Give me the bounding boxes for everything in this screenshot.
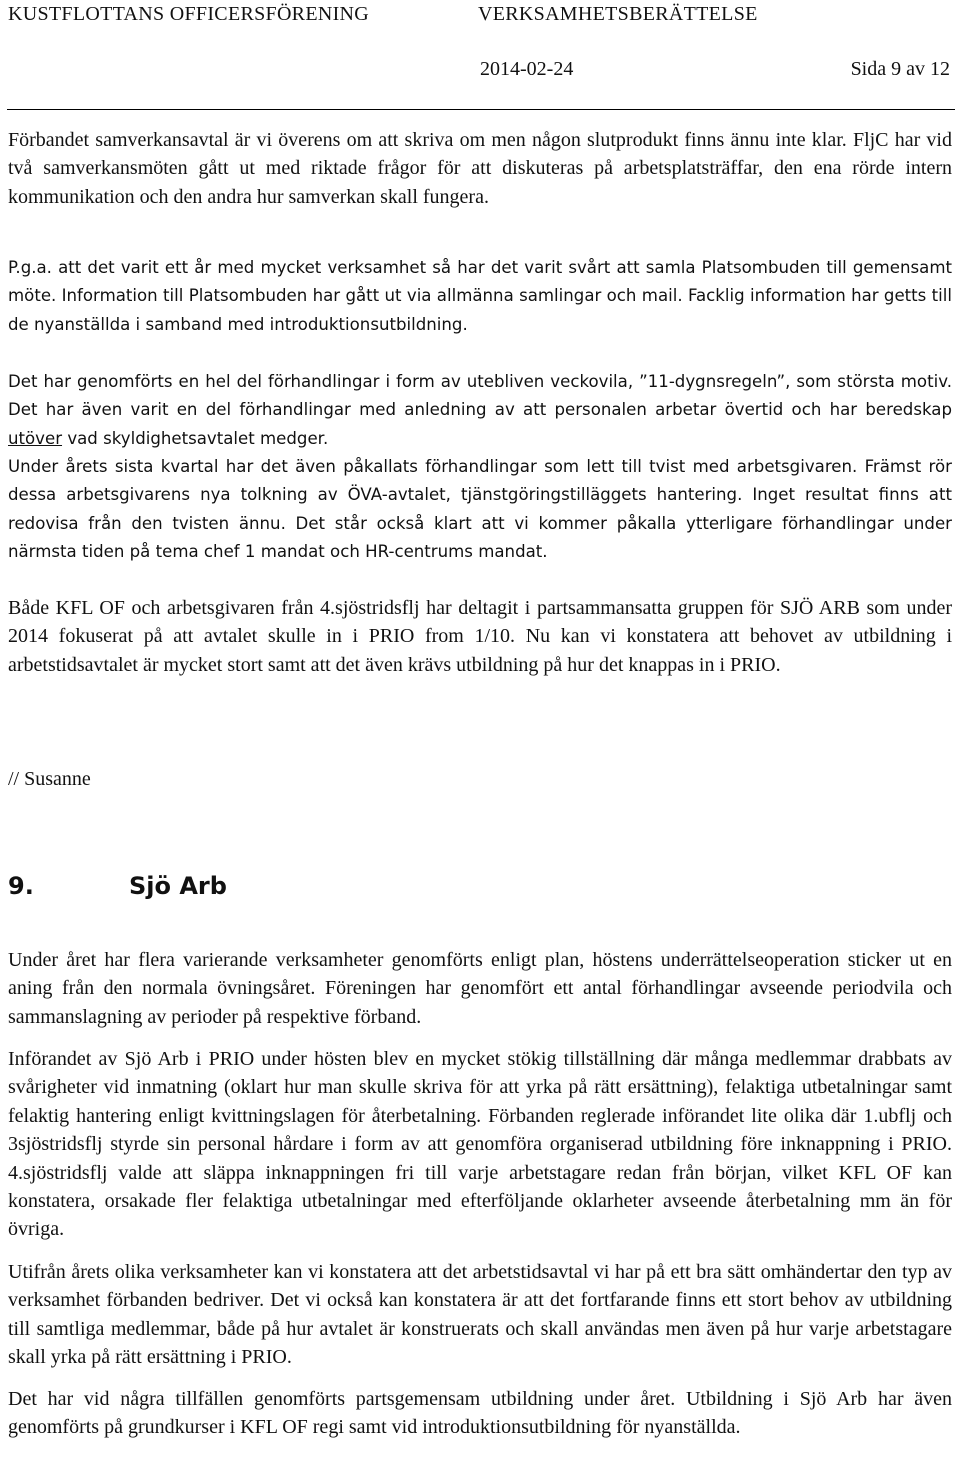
paragraph-prio-inforande: Införandet av Sjö Arb i PRIO under hösten blev en mycket stökig tillställning där många medlemmar drabbats av svårigheter vid inmatning (oklart hur man skulle skriva för att yrka på rätt ersättning), felaktiga utbetalningar samt felaktig hantering enligt kvittningslagen för återbetalning. Förbanden reglerade införandet lite olika där 1.ubflj och 3sjöstridsflj styrde sin personal hårdare i form av att genomföra organiserad utbildning före inknappning i PRIO. 4.sjöstridsflj valde att släppa inknappningen fri till varje arbetstagare redan från början, vilket KFL OF kan konstatera, orsakade fler felaktiga utbetalningar med efterföljande oklarheter avseende återbetalning mm än för övriga. xyxy=(8,1048,952,1241)
page-header-bottom xyxy=(8,58,952,84)
section-title: Sjö Arb xyxy=(129,872,227,900)
paragraph-platsombud: P.g.a. att det varit ett år med mycket verksamhet så har det varit svårt att samla Platsombuden till gemensamt möte. Information till Platsombuden har gått ut via allmänna samlingar och mail. Facklig information har getts till de nyanställda i samband med introduktionsutbildning. xyxy=(8,258,952,334)
paragraph-utbildning: Det har vid några tillfällen genomförts partsgemensam utbildning under året. Utbildning i Sjö Arb har även genomförts på grundkurser i KFL OF regi samt vid introduktionsutbildning för nyanställda. xyxy=(8,1388,952,1439)
paragraph-verksamheter: Under året har flera varierande verksamheter genomförts enligt plan, höstens underrättelseoperation sticker ut en aning från den normala övningsåret. Föreningen har genomfört ett antal förhandlingar avseende periodvila och sammanslagning av perioder på respektive förband. xyxy=(8,949,952,1028)
header-document-title: VERKSAMHETSBERÄTTELSE xyxy=(478,3,758,25)
header-page-number: Sida 9 av 12 xyxy=(850,58,950,80)
header-organization: KUSTFLOTTANS OFFICERSFÖRENING xyxy=(8,3,370,25)
paragraph-samverkansavtal: Förbandet samverkansavtal är vi överens om att skriva om men någon slutprodukt finns ännu inte klar. FljC har vid två samverkansmöten gått ut med riktade frågor för att diskuteras på arbetsplatsträffar, den ena rörde intern kommunikation och den andra hur samverkan skall fungera. xyxy=(8,129,952,208)
section-number: 9. xyxy=(8,872,34,900)
signature: // Susanne xyxy=(8,768,91,790)
header-divider xyxy=(7,109,955,110)
underlined-word: utöver xyxy=(8,428,63,448)
paragraph-forhandlingar xyxy=(8,368,952,453)
paragraph-text: Det har genomförts en hel del förhandlingar i form av utebliven veckovila, ”11-dygnsregeln”, som största motiv. Det har även varit en del förhandlingar med anledning av att personalen arbetar övertid och har beredskap xyxy=(8,372,952,420)
header-date: 2014-02-24 xyxy=(480,58,574,80)
page-header-top xyxy=(8,3,952,29)
paragraph-text-end: vad skyldighetsavtalet medger. xyxy=(67,428,329,448)
paragraph-partsgrupp: Både KFL OF och arbetsgivaren från 4.sjöstridsflj har deltagit i partsammansatta gruppen för SJÖ ARB som under 2014 fokuserat på att avtalet skulle in i PRIO from 1/10. Nu kan vi konstatera att behovet av utbildning i arbetstidsavtalet är mycket stort samt att det även krävs utbildning på hur det knappas in i PRIO. xyxy=(8,597,952,676)
paragraph-arbetstidsavtal: Utifrån årets olika verksamheter kan vi konstatera att det arbetstidsavtal vi har på ett bra sätt omhändertar den typ av verksamhet förbanden bedriver. Det vi också kan konstatera är att det fortfarande finns ett stort behov av utbildning till samtliga medlemmar, både på hur avtalet är konstruerats och skall användas men även på hur varje arbetstagare skall yrka på rätt ersättning i PRIO. xyxy=(8,1261,952,1369)
paragraph-tvist: Under årets sista kvartal har det även påkallats förhandlingar som lett till tvist med arbetsgivaren. Främst rör dessa arbetsgivarens nya tolkning av ÖVA-avtalet, tjänstgöringstilläggets hantering. Inget resultat finns att redovisa från den tvisten ännu. Det står också klart att vi kommer påkalla ytterligare förhandlingar under närmsta tiden på tema chef 1 mandat och HR-centrums mandat. xyxy=(8,457,952,562)
